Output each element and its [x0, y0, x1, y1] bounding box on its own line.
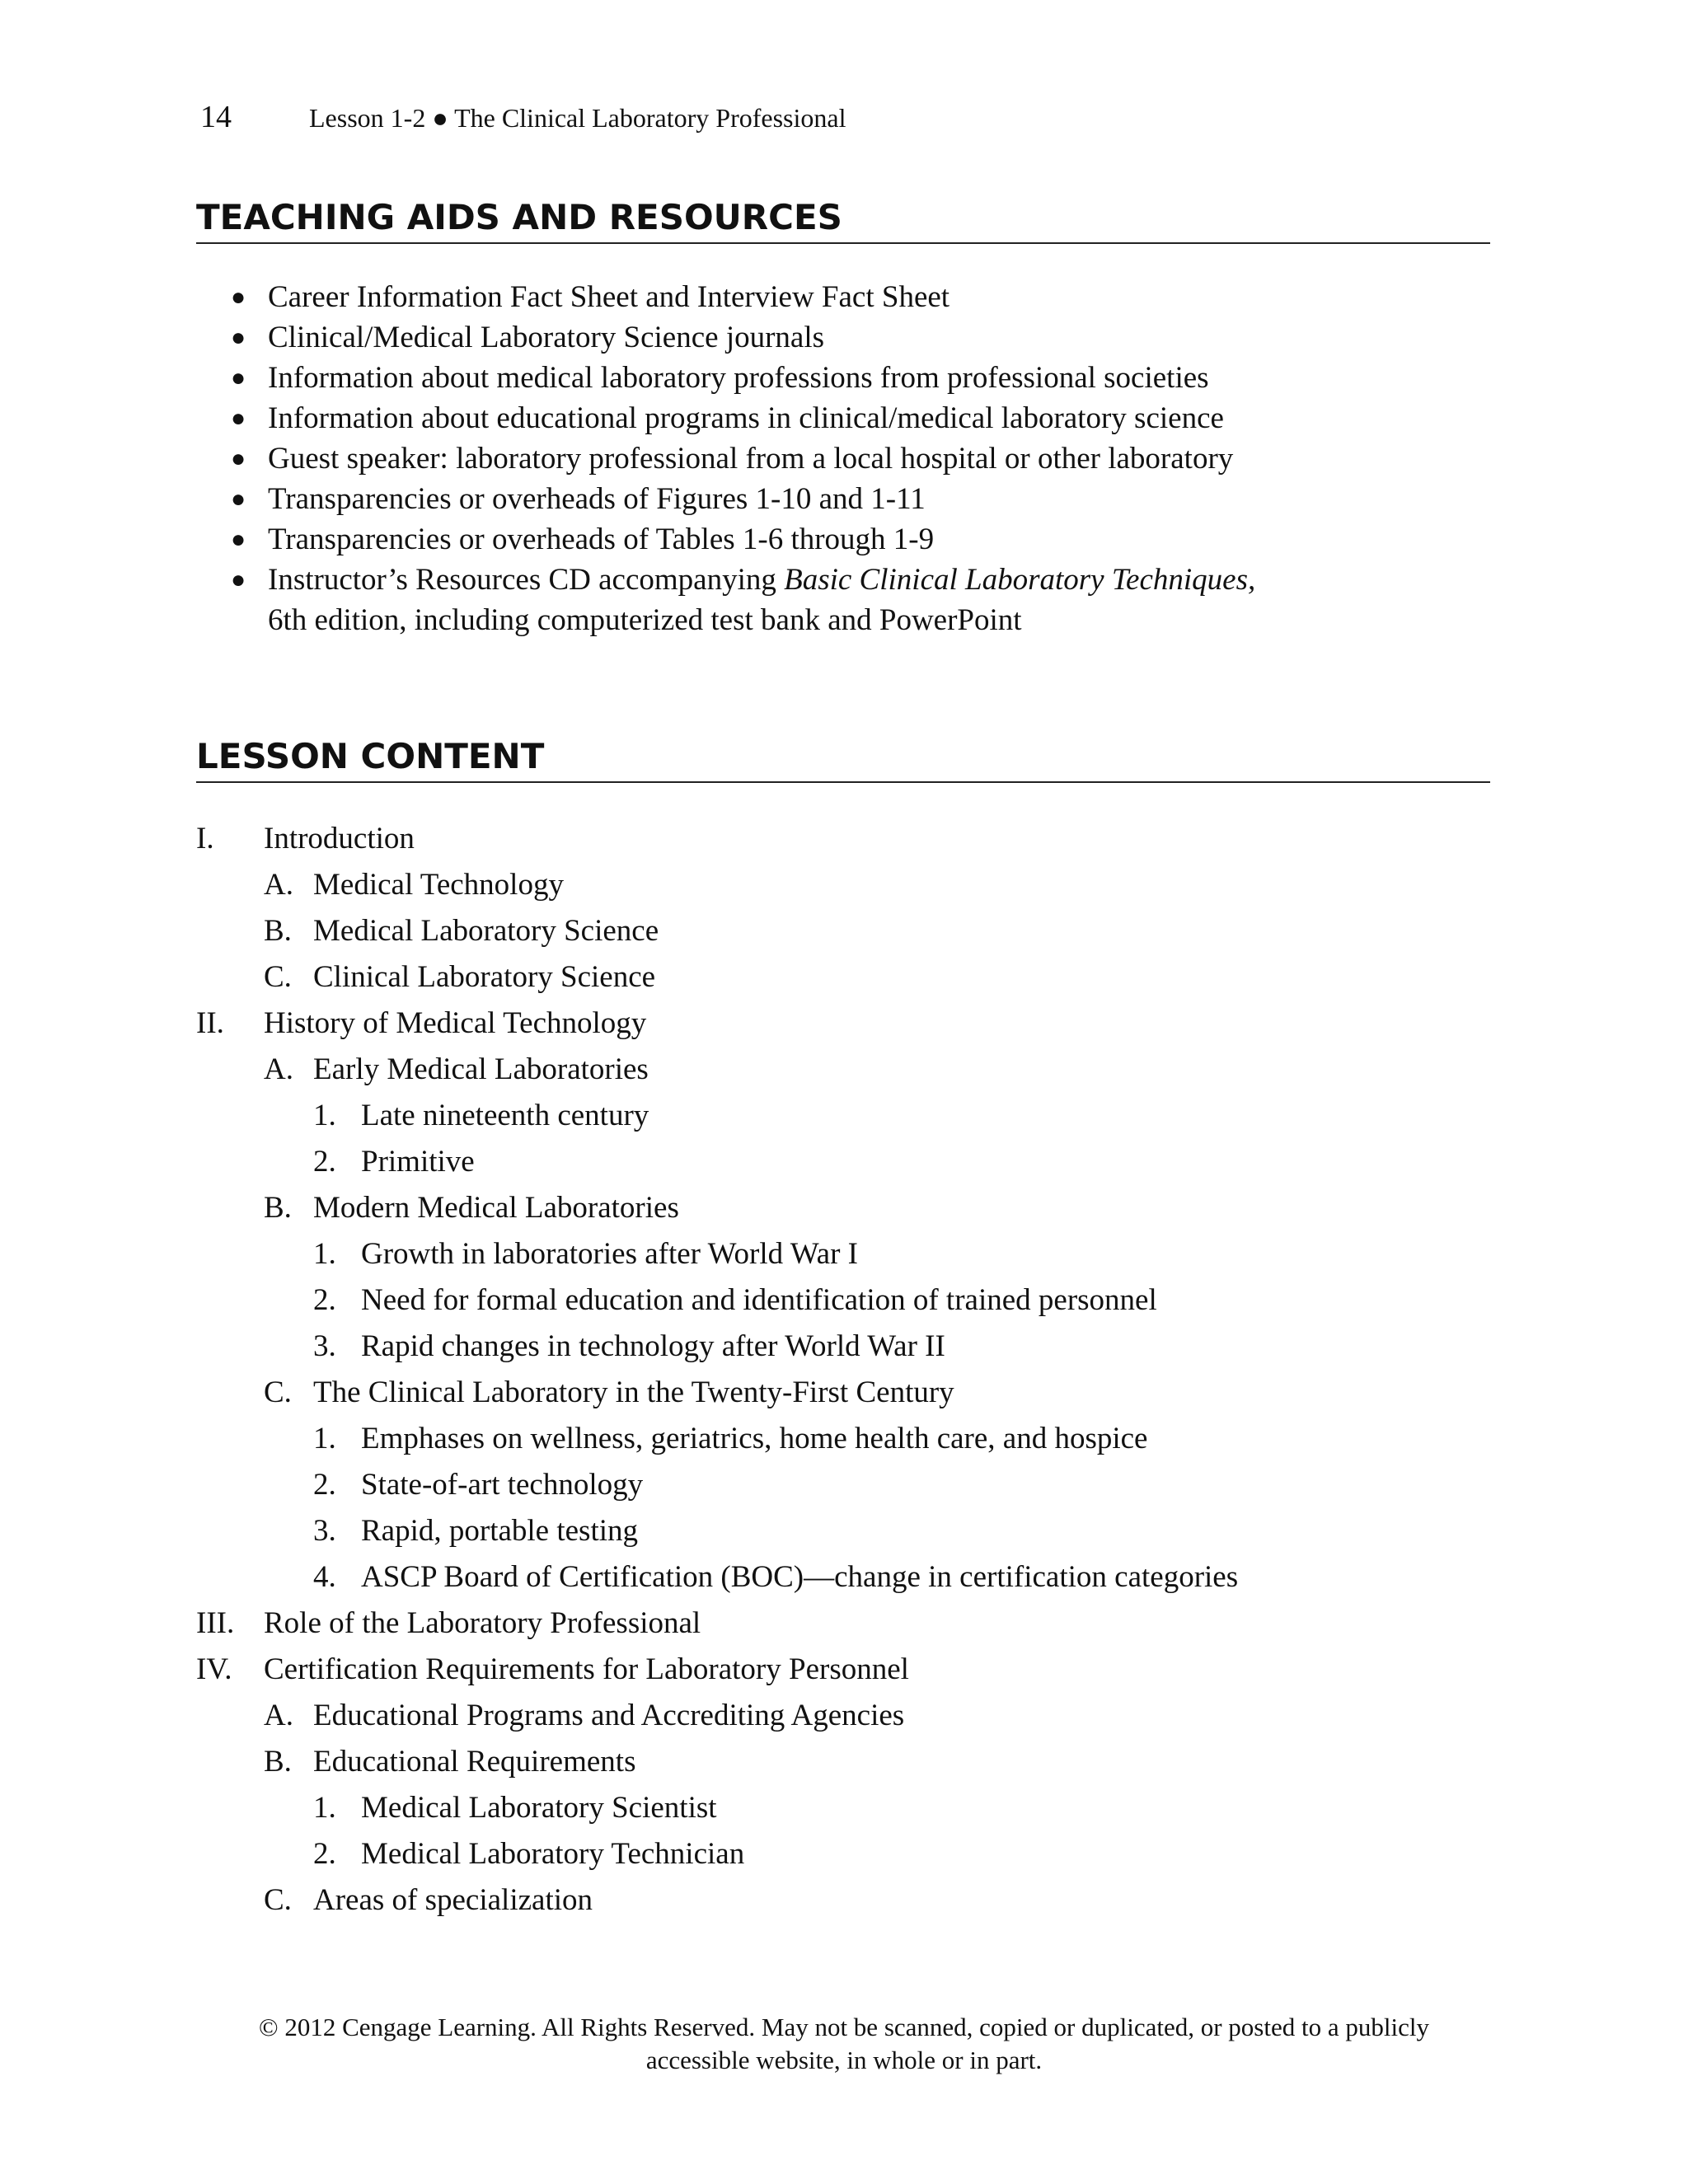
- copyright-line-2: accessible website, in whole or in part.: [645, 2046, 1043, 2074]
- outline-item: [196, 1001, 1490, 1047]
- outline-text: History of Medical Technology: [264, 1006, 647, 1040]
- bullet-icon: ●: [231, 445, 246, 472]
- outline-label: 2.: [313, 1837, 336, 1871]
- outline-item: [196, 1047, 1490, 1093]
- outline-label: III.: [196, 1606, 235, 1640]
- outline-label: C.: [264, 1376, 292, 1409]
- running-header: [200, 97, 846, 138]
- bullet-item: [231, 398, 1484, 438]
- teaching-aids-heading: TEACHING AIDS AND RESOURCES: [196, 194, 1490, 244]
- outline-text: Medical Technology: [313, 868, 564, 902]
- outline-label: 2.: [313, 1145, 336, 1179]
- outline-text: Clinical Laboratory Science: [313, 960, 656, 994]
- outline-label: 1.: [313, 1237, 336, 1271]
- bullet-text: Guest speaker: laboratory professional from a local hospital or other laboratory: [268, 442, 1234, 476]
- outline-item: [196, 1231, 1490, 1277]
- outline-item: [196, 862, 1490, 908]
- outline-label: 1.: [313, 1791, 336, 1825]
- outline-label: B.: [264, 1191, 292, 1225]
- bullet-item: [231, 358, 1484, 398]
- copyright-footer: [165, 2011, 1523, 2077]
- bullet-item: [231, 438, 1484, 479]
- outline-item: [196, 1093, 1490, 1139]
- outline-text: Growth in laboratories after World War I: [361, 1237, 858, 1271]
- lesson-content-heading: LESSON CONTENT: [196, 733, 1490, 783]
- outline-label: I.: [196, 822, 214, 855]
- outline-label: 1.: [313, 1099, 336, 1132]
- outline-item: [196, 1139, 1490, 1185]
- outline-item: [196, 954, 1490, 1001]
- outline-label: 3.: [313, 1329, 336, 1363]
- bullet-icon: ●: [231, 526, 246, 553]
- outline-item: [196, 1877, 1490, 1924]
- outline-text: Medical Laboratory Scientist: [361, 1791, 717, 1825]
- outline-text: Early Medical Laboratories: [313, 1052, 649, 1086]
- bullet-item: [231, 317, 1484, 358]
- outline-item: [196, 1370, 1490, 1416]
- outline-text: Introduction: [264, 822, 415, 855]
- bullet-icon: ●: [231, 324, 246, 351]
- bullet-text: Instructor’s Resources CD accompanying: [268, 563, 785, 597]
- bullet-item: [231, 277, 1484, 317]
- bullet-icon: ●: [231, 364, 246, 391]
- outline-label: 2.: [313, 1283, 336, 1317]
- outline-label: 3.: [313, 1514, 336, 1548]
- outline-text: Rapid changes in technology after World War II: [361, 1329, 945, 1363]
- bullet-item: [231, 519, 1484, 560]
- bullet-text: Transparencies or overheads of Figures 1-10 and 1-11: [268, 482, 926, 516]
- outline-item: [196, 1554, 1490, 1601]
- outline-text: Late nineteenth century: [361, 1099, 649, 1132]
- outline-label: IV.: [196, 1652, 232, 1686]
- outline-text: Primitive: [361, 1145, 475, 1179]
- book-title: Basic Clinical Laboratory Techniques,: [784, 563, 1256, 597]
- bullet-text: Transparencies or overheads of Tables 1-6 through 1-9: [268, 523, 935, 556]
- outline-label: C.: [264, 1883, 292, 1917]
- teaching-aids-list: [231, 277, 1484, 640]
- outline-item: [196, 1831, 1490, 1877]
- outline-text: Emphases on wellness, geriatrics, home health care, and hospice: [361, 1422, 1148, 1455]
- bullet-item: [231, 560, 1484, 640]
- outline-item: [196, 1508, 1490, 1554]
- outline-label: 2.: [313, 1468, 336, 1502]
- bullet-text: Information about educational programs in clinical/medical laboratory science: [268, 401, 1224, 435]
- outline-item: [196, 1462, 1490, 1508]
- outline-text: Modern Medical Laboratories: [313, 1191, 679, 1225]
- outline-text: Rapid, portable testing: [361, 1514, 639, 1548]
- outline-item: [196, 1277, 1490, 1324]
- outline-label: A.: [264, 868, 293, 902]
- lesson-title: Lesson 1-2 ● The Clinical Laboratory Professional: [309, 103, 846, 133]
- outline-text: Educational Requirements: [313, 1745, 636, 1779]
- bullet-item: [231, 479, 1484, 519]
- copyright-line-1: © 2012 Cengage Learning. All Rights Reserved. May not be scanned, copied or duplicated, or posted to a publicly: [259, 2013, 1429, 2041]
- outline-text: Need for formal education and identification of trained personnel: [361, 1283, 1157, 1317]
- outline-label: II.: [196, 1006, 224, 1040]
- outline-text: Educational Programs and Accrediting Agencies: [313, 1699, 905, 1732]
- page-number: 14: [200, 100, 232, 134]
- outline-item: [196, 1647, 1490, 1693]
- outline-label: B.: [264, 1745, 292, 1779]
- outline-item: [196, 1416, 1490, 1462]
- outline-item: [196, 1185, 1490, 1231]
- outline-text: Certification Requirements for Laboratory Personnel: [264, 1652, 909, 1686]
- bullet-continuation: 6th edition, including computerized test bank and PowerPoint: [268, 603, 1022, 637]
- outline-label: 1.: [313, 1422, 336, 1455]
- outline-text: The Clinical Laboratory in the Twenty-First Century: [313, 1376, 954, 1409]
- outline-label: A.: [264, 1052, 293, 1086]
- bullet-text: Clinical/Medical Laboratory Science journals: [268, 321, 825, 354]
- outline-text: Areas of specialization: [313, 1883, 593, 1917]
- outline-text: Role of the Laboratory Professional: [264, 1606, 701, 1640]
- bullet-text: Information about medical laboratory professions from professional societies: [268, 361, 1209, 395]
- outline-item: [196, 1601, 1490, 1647]
- outline-item: [196, 908, 1490, 954]
- outline-label: B.: [264, 914, 292, 948]
- bullet-icon: ●: [231, 284, 246, 311]
- outline-text: Medical Laboratory Science: [313, 914, 659, 948]
- outline-item: [196, 1785, 1490, 1831]
- outline-item: [196, 1324, 1490, 1370]
- outline-label: A.: [264, 1699, 293, 1732]
- outline-label: C.: [264, 960, 292, 994]
- outline-item: [196, 816, 1490, 862]
- lesson-outline: [196, 816, 1490, 1924]
- outline-text: State-of-art technology: [361, 1468, 644, 1502]
- bullet-icon: ●: [231, 566, 246, 593]
- bullet-text: Career Information Fact Sheet and Interview Fact Sheet: [268, 280, 950, 314]
- outline-text: ASCP Board of Certification (BOC)—change in certification categories: [361, 1560, 1239, 1594]
- outline-text: Medical Laboratory Technician: [361, 1837, 745, 1871]
- outline-label: 4.: [313, 1560, 336, 1594]
- outline-item: [196, 1693, 1490, 1739]
- outline-item: [196, 1739, 1490, 1785]
- bullet-icon: ●: [231, 485, 246, 513]
- bullet-icon: ●: [231, 405, 246, 432]
